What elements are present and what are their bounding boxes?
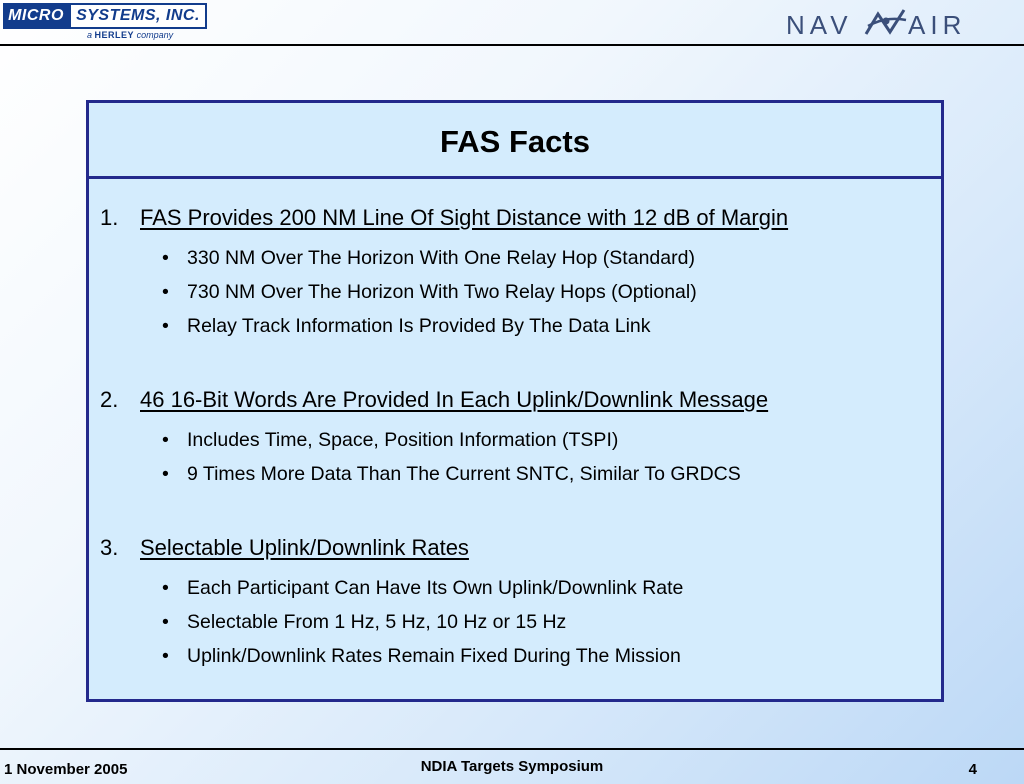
bullet-item [100, 309, 788, 343]
logo-subtitle [87, 30, 173, 40]
footer-date: 1 November 2005 [4, 761, 128, 778]
bullet-icon: • [162, 315, 169, 337]
navair-right-text: AIR [908, 10, 967, 40]
bullet-text: Uplink/Downlink Rates Remain Fixed During The Mission [187, 645, 681, 667]
section-title: 46 16-Bit Words Are Provided In Each Uplink/Downlink Message [140, 387, 769, 412]
bullet-item [100, 275, 788, 309]
logo-word-systems: SYSTEMS, INC. [69, 3, 207, 29]
content-panel [86, 100, 944, 702]
bullet-icon: • [162, 429, 169, 451]
bullet-list [100, 241, 788, 343]
section-number: 2. [100, 387, 119, 412]
logo-sub-prefix: a [87, 30, 93, 40]
bullet-item [100, 457, 768, 491]
section-heading [100, 535, 683, 561]
bullet-item [100, 571, 683, 605]
logo-sub-suffix: company [136, 30, 174, 40]
bullet-text: Relay Track Information Is Provided By The Data Link [187, 315, 651, 337]
bullet-item [100, 241, 788, 275]
bullet-icon: • [162, 463, 169, 485]
bullet-text: 9 Times More Data Than The Current SNTC, Similar To GRDCS [187, 463, 741, 485]
section-number: 3. [100, 535, 119, 560]
bullet-icon: • [162, 645, 169, 667]
panel-title: FAS Facts [440, 123, 590, 159]
bullet-list [100, 571, 683, 673]
navair-logo [786, 6, 996, 40]
bullet-text: Includes Time, Space, Position Information (TSPI) [187, 429, 619, 451]
bullet-text: Selectable From 1 Hz, 5 Hz, 10 Hz or 15 Hz [187, 611, 567, 633]
bullet-list [100, 423, 768, 491]
section-number: 1. [100, 205, 119, 230]
bullet-item [100, 639, 683, 673]
bullet-icon: • [162, 611, 169, 633]
section-heading [100, 387, 768, 413]
navair-left-text: NAV [786, 10, 853, 40]
footer-event: NDIA Targets Symposium [420, 758, 604, 775]
section-2 [100, 387, 768, 491]
slide-header [0, 0, 1024, 46]
footer-divider [0, 748, 1024, 750]
page-number: 4 [968, 761, 977, 778]
bullet-text: 730 NM Over The Horizon With Two Relay Hops (Optional) [187, 281, 697, 303]
bullet-icon: • [162, 281, 169, 303]
panel-header [89, 103, 941, 179]
section-heading [100, 205, 788, 231]
bullet-icon: • [162, 577, 169, 599]
bullet-item [100, 423, 768, 457]
bullet-text: 330 NM Over The Horizon With One Relay Hop (Standard) [187, 247, 695, 269]
logo-word-micro: MICRO [3, 3, 69, 29]
logo-sub-brand: HERLEY [94, 30, 135, 40]
bullet-icon: • [162, 247, 169, 269]
micro-systems-logo [3, 3, 207, 43]
bullet-item [100, 605, 683, 639]
navair-swoosh-icon [864, 6, 908, 38]
bullet-text: Each Participant Can Have Its Own Uplink/Downlink Rate [187, 577, 684, 599]
section-title: Selectable Uplink/Downlink Rates [140, 535, 469, 560]
section-title: FAS Provides 200 NM Line Of Sight Distance with 12 dB of Margin [140, 205, 789, 230]
section-1 [100, 205, 788, 343]
header-divider [0, 44, 1024, 46]
section-3 [100, 535, 683, 673]
